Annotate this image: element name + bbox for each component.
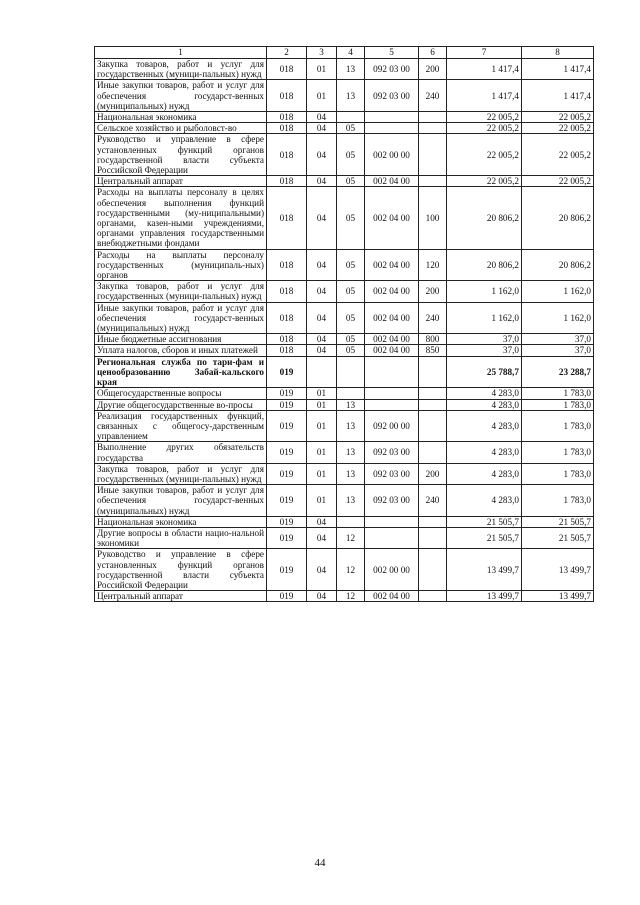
row-name: Центральный аппарат xyxy=(95,176,267,187)
col-7-amount: 4 283,0 xyxy=(447,442,522,463)
col-4-cell: 13 xyxy=(337,80,365,112)
table-row xyxy=(95,410,594,442)
col-2-cell: 019 xyxy=(267,485,307,517)
col-4-cell: 12 xyxy=(337,527,365,548)
col-3-cell: 01 xyxy=(307,399,337,410)
table-row xyxy=(95,527,594,548)
col-2-cell: 018 xyxy=(267,249,307,281)
col-6-cell xyxy=(419,123,447,134)
col-4-cell: 13 xyxy=(337,485,365,517)
header-cell: 2 xyxy=(267,47,307,59)
col-2-cell: 019 xyxy=(267,591,307,602)
col-2-cell: 018 xyxy=(267,80,307,112)
col-5-cell: 002 04 00 xyxy=(365,345,419,356)
row-name: Иные бюджетные ассигнования xyxy=(95,334,267,345)
table-row xyxy=(95,249,594,281)
row-name: Региональная служба по тари-фам и ценообразованию Забай-кальского края xyxy=(95,356,267,388)
col-3-cell: 04 xyxy=(307,591,337,602)
col-7-amount: 22 005,2 xyxy=(447,112,522,123)
col-8-amount: 1 783,0 xyxy=(522,442,594,463)
col-4-cell xyxy=(337,356,365,388)
col-6-cell xyxy=(419,442,447,463)
col-5-cell: 002 00 00 xyxy=(365,549,419,591)
col-3-cell: 04 xyxy=(307,345,337,356)
col-2-cell: 019 xyxy=(267,516,307,527)
col-4-cell: 05 xyxy=(337,281,365,302)
col-5-cell xyxy=(365,527,419,548)
table-row xyxy=(95,356,594,388)
col-7-amount: 4 283,0 xyxy=(447,485,522,517)
table-row xyxy=(95,591,594,602)
col-4-cell: 05 xyxy=(337,345,365,356)
col-8-amount: 20 806,2 xyxy=(522,249,594,281)
col-5-cell: 002 00 00 xyxy=(365,134,419,176)
col-2-cell: 018 xyxy=(267,187,307,249)
col-6-cell xyxy=(419,410,447,442)
col-8-amount: 22 005,2 xyxy=(522,112,594,123)
table-row xyxy=(95,176,594,187)
col-5-cell xyxy=(365,399,419,410)
col-5-cell xyxy=(365,388,419,399)
col-2-cell: 019 xyxy=(267,527,307,548)
col-7-amount: 37,0 xyxy=(447,334,522,345)
col-7-amount: 37,0 xyxy=(447,345,522,356)
col-2-cell: 018 xyxy=(267,334,307,345)
table-row xyxy=(95,187,594,249)
col-5-cell: 092 03 00 xyxy=(365,463,419,484)
col-8-amount: 13 499,7 xyxy=(522,591,594,602)
col-6-cell xyxy=(419,516,447,527)
budget-table xyxy=(94,46,594,602)
col-7-amount: 1 162,0 xyxy=(447,302,522,334)
col-5-cell: 002 04 00 xyxy=(365,249,419,281)
col-5-cell: 092 03 00 xyxy=(365,80,419,112)
col-3-cell: 04 xyxy=(307,176,337,187)
col-3-cell: 04 xyxy=(307,123,337,134)
col-7-amount: 4 283,0 xyxy=(447,410,522,442)
col-4-cell: 05 xyxy=(337,176,365,187)
table-row xyxy=(95,302,594,334)
col-7-amount: 4 283,0 xyxy=(447,399,522,410)
row-name: Уплата налогов, сборов и иных платежей xyxy=(95,345,267,356)
col-4-cell: 12 xyxy=(337,591,365,602)
col-4-cell: 05 xyxy=(337,334,365,345)
table-row xyxy=(95,334,594,345)
col-2-cell: 018 xyxy=(267,59,307,80)
table-row xyxy=(95,345,594,356)
table-row xyxy=(95,549,594,591)
col-4-cell: 13 xyxy=(337,410,365,442)
col-6-cell: 850 xyxy=(419,345,447,356)
col-7-amount: 1 417,4 xyxy=(447,80,522,112)
row-name: Иные закупки товаров, работ и услуг для обеспечения государст-венных (муниципальных) нужд xyxy=(95,302,267,334)
col-7-amount: 4 283,0 xyxy=(447,388,522,399)
col-5-cell xyxy=(365,356,419,388)
col-7-amount: 21 505,7 xyxy=(447,516,522,527)
col-4-cell: 12 xyxy=(337,549,365,591)
col-5-cell: 092 00 00 xyxy=(365,410,419,442)
col-3-cell: 04 xyxy=(307,187,337,249)
header-row xyxy=(95,47,594,59)
col-2-cell: 019 xyxy=(267,463,307,484)
col-8-amount: 22 005,2 xyxy=(522,123,594,134)
header-cell: 5 xyxy=(365,47,419,59)
col-7-amount: 20 806,2 xyxy=(447,249,522,281)
header-cell: 4 xyxy=(337,47,365,59)
col-8-amount: 21 505,7 xyxy=(522,527,594,548)
col-8-amount: 1 783,0 xyxy=(522,388,594,399)
col-8-amount: 20 806,2 xyxy=(522,187,594,249)
col-5-cell xyxy=(365,112,419,123)
col-7-amount: 13 499,7 xyxy=(447,591,522,602)
col-6-cell xyxy=(419,176,447,187)
col-6-cell: 240 xyxy=(419,80,447,112)
col-8-amount: 1 162,0 xyxy=(522,281,594,302)
row-name: Реализация государственных функций, связанных с общегосу-дарственным управлением xyxy=(95,410,267,442)
table-row xyxy=(95,123,594,134)
col-7-amount: 22 005,2 xyxy=(447,176,522,187)
table-row xyxy=(95,399,594,410)
col-7-amount: 21 505,7 xyxy=(447,527,522,548)
col-2-cell: 019 xyxy=(267,399,307,410)
col-8-amount: 1 162,0 xyxy=(522,302,594,334)
page-number: 44 xyxy=(314,857,326,869)
col-3-cell: 04 xyxy=(307,281,337,302)
col-7-amount: 22 005,2 xyxy=(447,134,522,176)
col-2-cell: 018 xyxy=(267,176,307,187)
col-4-cell: 05 xyxy=(337,134,365,176)
col-3-cell: 01 xyxy=(307,388,337,399)
row-name: Закупка товаров, работ и услуг для государственных (муници-пальных) нужд xyxy=(95,59,267,80)
col-8-amount: 23 288,7 xyxy=(522,356,594,388)
col-6-cell: 120 xyxy=(419,249,447,281)
table-row xyxy=(95,281,594,302)
row-name: Иные закупки товаров, работ и услуг для обеспечения государст-венных (муниципальных) нужд xyxy=(95,485,267,517)
col-5-cell: 002 04 00 xyxy=(365,591,419,602)
col-3-cell xyxy=(307,356,337,388)
row-name: Национальная экономика xyxy=(95,112,267,123)
col-2-cell: 018 xyxy=(267,123,307,134)
col-6-cell xyxy=(419,399,447,410)
col-6-cell xyxy=(419,388,447,399)
col-3-cell: 04 xyxy=(307,302,337,334)
col-2-cell: 019 xyxy=(267,549,307,591)
col-5-cell: 092 03 00 xyxy=(365,485,419,517)
col-7-amount: 1 417,4 xyxy=(447,59,522,80)
table-row xyxy=(95,516,594,527)
col-6-cell: 200 xyxy=(419,281,447,302)
col-2-cell: 018 xyxy=(267,134,307,176)
col-5-cell: 092 03 00 xyxy=(365,442,419,463)
col-3-cell: 01 xyxy=(307,442,337,463)
col-2-cell: 018 xyxy=(267,345,307,356)
col-6-cell: 200 xyxy=(419,59,447,80)
col-2-cell: 019 xyxy=(267,388,307,399)
row-name: Центральный аппарат xyxy=(95,591,267,602)
col-4-cell xyxy=(337,388,365,399)
col-3-cell: 04 xyxy=(307,112,337,123)
header-cell: 3 xyxy=(307,47,337,59)
table-row xyxy=(95,59,594,80)
col-6-cell: 200 xyxy=(419,463,447,484)
col-4-cell: 13 xyxy=(337,59,365,80)
col-7-amount: 20 806,2 xyxy=(447,187,522,249)
table-row xyxy=(95,485,594,517)
col-4-cell: 05 xyxy=(337,187,365,249)
col-3-cell: 01 xyxy=(307,410,337,442)
col-2-cell: 018 xyxy=(267,112,307,123)
col-6-cell: 240 xyxy=(419,485,447,517)
table-row xyxy=(95,463,594,484)
col-5-cell: 002 04 00 xyxy=(365,281,419,302)
col-5-cell: 002 04 00 xyxy=(365,302,419,334)
table-row xyxy=(95,388,594,399)
col-8-amount: 1 783,0 xyxy=(522,463,594,484)
col-5-cell: 002 04 00 xyxy=(365,176,419,187)
row-name: Иные закупки товаров, работ и услуг для обеспечения государст-венных (муниципальных) нужд xyxy=(95,80,267,112)
col-5-cell xyxy=(365,516,419,527)
col-4-cell xyxy=(337,112,365,123)
col-6-cell xyxy=(419,112,447,123)
col-5-cell: 002 04 00 xyxy=(365,334,419,345)
col-4-cell: 13 xyxy=(337,442,365,463)
row-name: Выполнение других обязательств государства xyxy=(95,442,267,463)
col-6-cell xyxy=(419,134,447,176)
col-4-cell: 05 xyxy=(337,123,365,134)
col-3-cell: 04 xyxy=(307,134,337,176)
row-name: Другие вопросы в области нацио-нальной экономики xyxy=(95,527,267,548)
col-8-amount: 13 499,7 xyxy=(522,549,594,591)
col-5-cell: 092 03 00 xyxy=(365,59,419,80)
col-2-cell: 019 xyxy=(267,356,307,388)
row-name: Общегосударственные вопросы xyxy=(95,388,267,399)
col-5-cell: 002 04 00 xyxy=(365,187,419,249)
col-6-cell xyxy=(419,527,447,548)
col-8-amount: 22 005,2 xyxy=(522,176,594,187)
row-name: Руководство и управление в сфере установленных функций органов государственной власти субъекта Российской Федерации xyxy=(95,549,267,591)
col-5-cell xyxy=(365,123,419,134)
col-3-cell: 01 xyxy=(307,80,337,112)
col-7-amount: 25 788,7 xyxy=(447,356,522,388)
row-name: Расходы на выплаты персоналу государственных (муниципаль-ных) органов xyxy=(95,249,267,281)
col-4-cell: 05 xyxy=(337,249,365,281)
col-7-amount: 13 499,7 xyxy=(447,549,522,591)
col-4-cell: 13 xyxy=(337,463,365,484)
col-8-amount: 1 783,0 xyxy=(522,485,594,517)
col-3-cell: 04 xyxy=(307,334,337,345)
col-6-cell: 240 xyxy=(419,302,447,334)
table-row xyxy=(95,80,594,112)
col-8-amount: 22 005,2 xyxy=(522,134,594,176)
col-3-cell: 01 xyxy=(307,463,337,484)
col-2-cell: 019 xyxy=(267,442,307,463)
row-name: Закупка товаров, работ и услуг для государственных (муници-пальных) нужд xyxy=(95,281,267,302)
col-8-amount: 1 417,4 xyxy=(522,59,594,80)
col-8-amount: 1 783,0 xyxy=(522,410,594,442)
table-row xyxy=(95,112,594,123)
col-3-cell: 04 xyxy=(307,527,337,548)
col-6-cell: 800 xyxy=(419,334,447,345)
col-2-cell: 018 xyxy=(267,302,307,334)
col-6-cell: 100 xyxy=(419,187,447,249)
col-3-cell: 01 xyxy=(307,59,337,80)
table-body xyxy=(95,47,594,602)
row-name: Расходы на выплаты персоналу в целях обеспечения выполнения функций государственными (му-ниципальными) органами, казен-ными учреждениями, органами управления государственными внебюджетными фондами xyxy=(95,187,267,249)
table-row xyxy=(95,442,594,463)
col-7-amount: 4 283,0 xyxy=(447,463,522,484)
header-cell: 6 xyxy=(419,47,447,59)
row-name: Сельское хозяйство и рыболовст-во xyxy=(95,123,267,134)
header-cell: 1 xyxy=(95,47,267,59)
col-8-amount: 1 783,0 xyxy=(522,399,594,410)
col-6-cell xyxy=(419,356,447,388)
col-6-cell xyxy=(419,591,447,602)
col-8-amount: 1 417,4 xyxy=(522,80,594,112)
row-name: Закупка товаров, работ и услуг для государственных (муници-пальных) нужд xyxy=(95,463,267,484)
row-name: Другие общегосударственные во-просы xyxy=(95,399,267,410)
col-6-cell xyxy=(419,549,447,591)
col-7-amount: 22 005,2 xyxy=(447,123,522,134)
col-3-cell: 04 xyxy=(307,549,337,591)
header-cell: 7 xyxy=(447,47,522,59)
table-row xyxy=(95,134,594,176)
col-8-amount: 37,0 xyxy=(522,334,594,345)
row-name: Руководство и управление в сфере установленных функций органов государственной власти субъекта Российской Федерации xyxy=(95,134,267,176)
col-3-cell: 01 xyxy=(307,485,337,517)
col-2-cell: 019 xyxy=(267,410,307,442)
col-2-cell: 018 xyxy=(267,281,307,302)
col-4-cell: 05 xyxy=(337,302,365,334)
col-4-cell: 13 xyxy=(337,399,365,410)
col-8-amount: 21 505,7 xyxy=(522,516,594,527)
col-4-cell xyxy=(337,516,365,527)
row-name: Национальная экономика xyxy=(95,516,267,527)
col-7-amount: 1 162,0 xyxy=(447,281,522,302)
col-3-cell: 04 xyxy=(307,516,337,527)
col-8-amount: 37,0 xyxy=(522,345,594,356)
col-3-cell: 04 xyxy=(307,249,337,281)
header-cell: 8 xyxy=(522,47,594,59)
